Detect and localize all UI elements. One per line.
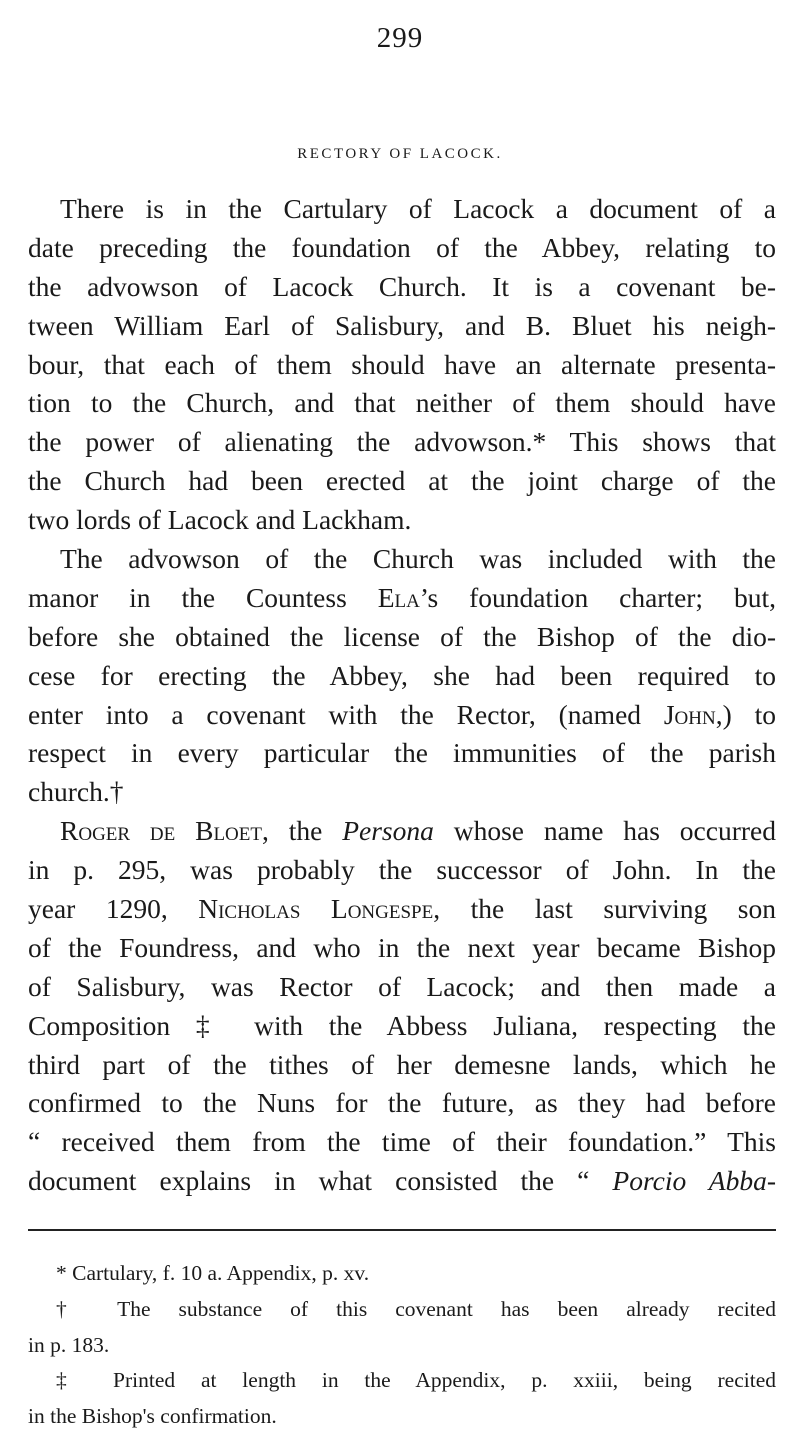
- text-line: There is in the Cartulary of Lacock a document of a: [60, 193, 776, 224]
- text-line: [28, 812, 776, 851]
- person-name-john: John: [663, 698, 716, 730]
- text-line: confirmed to the Nuns for the future, as they had before: [28, 1087, 776, 1119]
- text-line: [28, 890, 776, 929]
- person-name-ela: Ela: [377, 581, 420, 613]
- text-line: [28, 696, 776, 735]
- text-fragment: whose name has occurred: [433, 815, 776, 847]
- text-line: the advowson of Lacock Church. It is a covenant be-: [28, 270, 776, 302]
- text-line: of Salisbury, was Rector of Lacock; and then made a: [28, 970, 776, 1002]
- text-line: tion to the Church, and that neither of them should have: [28, 387, 776, 419]
- text-line: in p. 295, was probably the successor of John. In the: [28, 854, 776, 886]
- text-line: Composition ‡ with the Abbess Juliana, respecting the: [28, 1009, 776, 1041]
- text-fragment: , the: [262, 815, 343, 847]
- text-fragment: year 1290,: [28, 893, 199, 925]
- text-line: two lords of Lacock and Lackham.: [28, 504, 412, 536]
- text-line: church.†: [28, 776, 124, 808]
- footnote-line: in p. 183.: [28, 1332, 110, 1357]
- footnotes: [28, 1256, 776, 1435]
- text-line: tween William Earl of Salisbury, and B. Bluet his neigh-: [28, 309, 776, 341]
- footnote-line: † The substance of this covenant has been already recited: [56, 1296, 776, 1321]
- text-line: The advowson of the Church was included with the: [60, 543, 776, 575]
- person-name-roger: Roger de Bloet: [60, 815, 262, 847]
- text-line: date preceding the foundation of the Abbey, relating to: [28, 231, 776, 263]
- footnote-line: in the Bishop's confirmation.: [28, 1404, 277, 1429]
- section-heading: RECTORY OF LACOCK.: [297, 146, 503, 162]
- person-name-nicholas: Nicholas Longespe: [198, 893, 434, 925]
- text-fragment: enter into a covenant with the Rector, (named: [28, 698, 664, 730]
- text-fragment: document explains in what consisted the “: [28, 1165, 613, 1197]
- text-fragment: , the last surviving son: [433, 893, 776, 925]
- text-line: third part of the tithes of her demesne lands, which he: [28, 1048, 776, 1080]
- footnote-divider: [28, 1229, 776, 1231]
- text-line: before she obtained the license of the Bishop of the dio-: [28, 620, 776, 652]
- text-fragment: ’s foundation charter; but,: [419, 581, 776, 613]
- page-number: 299: [376, 22, 424, 54]
- text-line: respect in every particular the immunities of the parish: [28, 737, 776, 769]
- text-line: [28, 1162, 776, 1201]
- text-line: the Church had been erected at the joint charge of the: [28, 465, 776, 497]
- text-fragment: ,) to: [715, 698, 776, 730]
- text-line: of the Foundress, and who in the next year became Bishop: [28, 931, 776, 963]
- text-line: “ received them from the time of their foundation.” This: [28, 1126, 776, 1158]
- footnote-line: * Cartulary, f. 10 a. Appendix, p. xv.: [56, 1261, 370, 1285]
- text-line: [28, 579, 776, 618]
- footnote-line: ‡ Printed at length in the Appendix, p. xxiii, being recited: [56, 1368, 776, 1393]
- italic-term-persona: Persona: [342, 815, 434, 847]
- body-text: [28, 190, 776, 1201]
- text-fragment: manor in the Countess: [28, 581, 378, 613]
- text-line: bour, that each of them should have an alternate presenta-: [28, 348, 776, 380]
- text-line: the power of alienating the advowson.* This shows that: [28, 426, 776, 458]
- text-line: cese for erecting the Abbey, she had been required to: [28, 659, 776, 691]
- italic-term-porcio: Porcio Abba-: [612, 1165, 776, 1197]
